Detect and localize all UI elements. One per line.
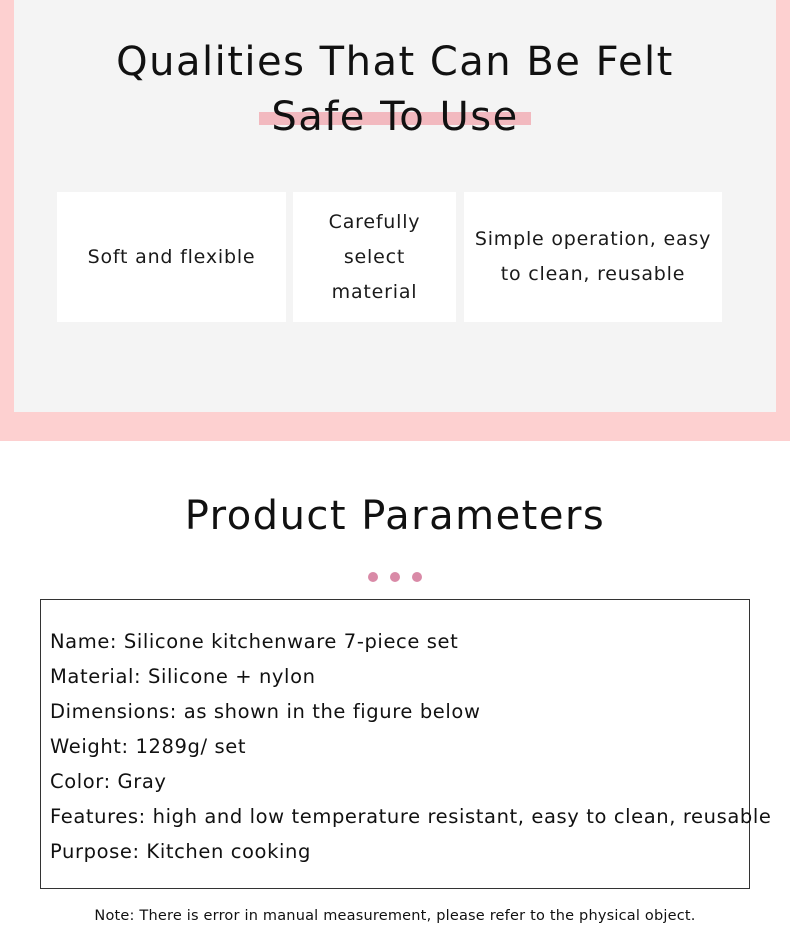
- param-row-color: Color: Gray: [50, 770, 167, 793]
- param-row-features: Features: high and low temperature resistant, easy to clean, reusable: [50, 805, 772, 828]
- param-row-weight: Weight: 1289g/ set: [50, 735, 247, 758]
- quality-card-line: Soft and flexible: [87, 245, 256, 268]
- quality-card-text: [475, 222, 711, 292]
- quality-card-line: Carefully select: [328, 210, 421, 268]
- qualities-subtitle: Safe To Use: [271, 94, 519, 140]
- param-row-dimensions: Dimensions: as shown in the figure below: [50, 700, 481, 723]
- params-list: [50, 624, 772, 869]
- params-box: [40, 599, 772, 889]
- params-title: Product Parameters: [184, 493, 606, 539]
- quality-card-line: to clean, reusable: [500, 263, 686, 285]
- dot-icon: [368, 572, 378, 582]
- param-row-purpose: Purpose: Kitchen cooking: [50, 840, 311, 863]
- dot-icon: [412, 572, 422, 582]
- quality-card-soft: [57, 192, 286, 322]
- param-row-material: Material: Silicone + nylon: [50, 665, 316, 688]
- quality-card-text: [299, 205, 450, 310]
- qualities-subtitle-group: [0, 94, 790, 141]
- qualities-title: Qualities That Can Be Felt: [116, 39, 674, 85]
- quality-card-text: [88, 240, 256, 275]
- dot-icon: [390, 572, 400, 582]
- param-row-name: Name: Silicone kitchenware 7-piece set: [50, 630, 459, 653]
- quality-card-line: material: [331, 280, 418, 303]
- decorative-dots: [0, 572, 790, 582]
- quality-card-operation: [464, 192, 722, 322]
- quality-card-line: Simple operation, easy: [474, 228, 712, 250]
- measurement-note: Note: There is error in manual measurement, please refer to the physical object.: [94, 908, 696, 924]
- quality-card-material: [293, 192, 456, 322]
